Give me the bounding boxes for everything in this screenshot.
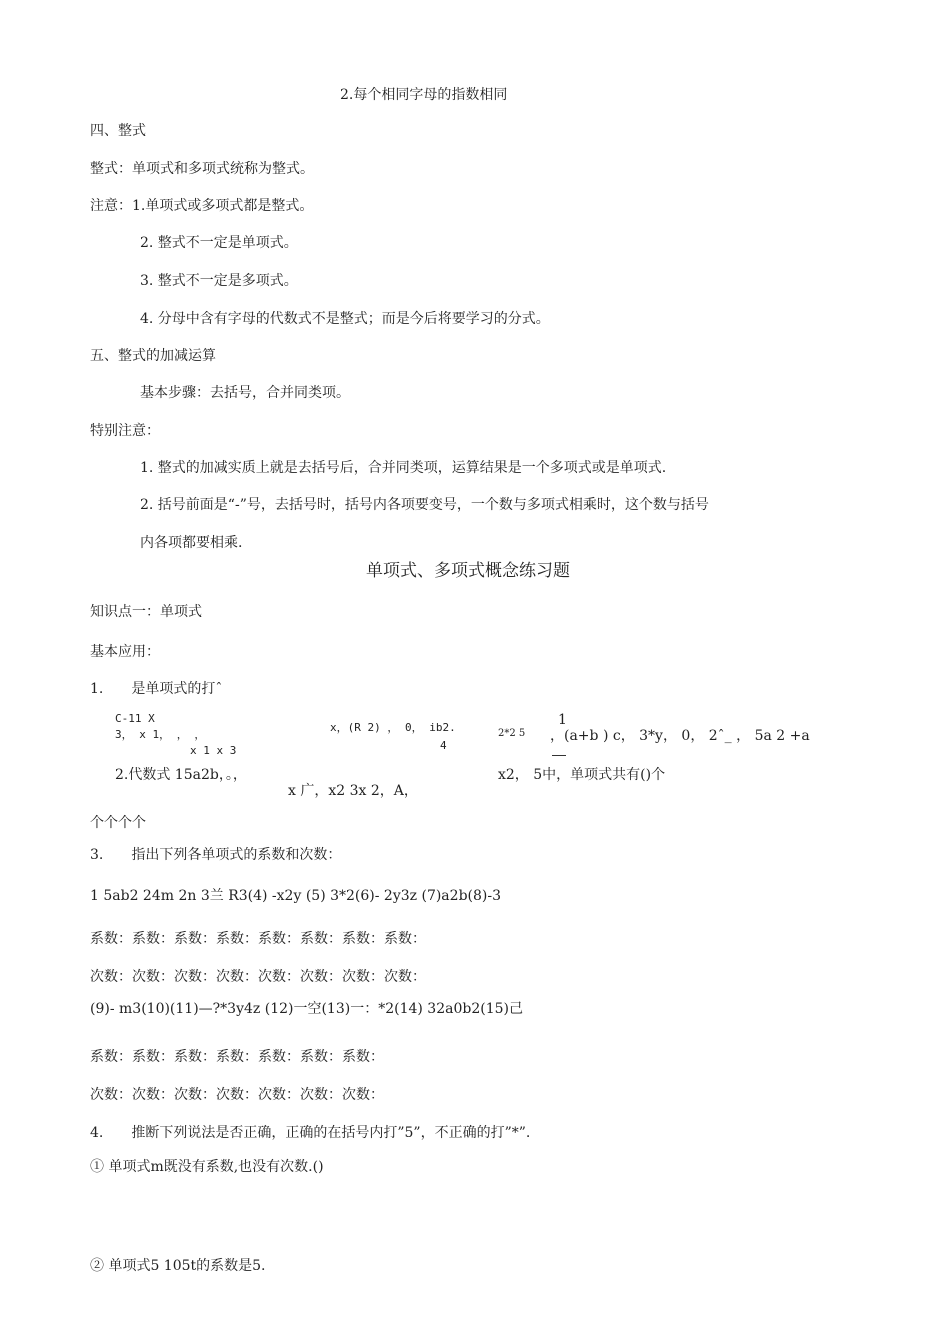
definition-text: 整式：单项式和多项式统称为整式。 [90,161,314,177]
note-item-4: 4. 分母中含有字母的代数式不是整式；而是今后将要学习的分式。 [140,311,550,327]
q1-expression-c: x 1 x 3 [190,744,237,757]
question-2: 2.代数式 15a2b，。， [115,767,247,783]
q4-statement-1: ① 单项式m既没有系数,也没有次数.() [90,1159,324,1175]
q1-expression-b: 3， x 1， ， ， [115,728,206,741]
section-heading-integral: 四、整式 [90,123,146,139]
question-1: 1. 是单项式的打ˆ [90,681,223,697]
special-note-2-cont: 内各项都要相乘. [140,535,243,551]
q4-statement-2: ② 单项式5 105t的系数是5. [90,1258,266,1274]
basic-application-heading: 基本应用： [90,644,160,660]
special-note-1: 1. 整式的加减实质上就是去括号后，合并同类项，运算结果是一个多项式或是单项式. [140,460,667,476]
exercise-title: 单项式、多项式概念练习题 [366,561,570,581]
q1-expression-a: C-11 X [115,712,155,725]
q1-expression-d: x，(R 2) ， 0， ib2. [330,721,456,734]
answer-units: 个个个个 [90,815,146,831]
fraction-bar [552,755,566,756]
special-note-heading: 特别注意： [90,423,160,439]
q3-items-row-2: (9)- m3(10)(11)—?*3y4z (12)一空(13)一：*2(14) 32a0b2(15)己 [90,1001,523,1017]
note-item-2: 2. 整式不一定是单项式。 [140,235,298,251]
degree-row-1: 次数：次数：次数：次数：次数：次数：次数：次数： [90,969,426,985]
knowledge-point-heading: 知识点一：单项式 [90,604,202,620]
q1-expression-h: ，(a+b ) c， 3*y， 0， 2ˆ_ ， 5a 2 +a [550,728,810,744]
question-4: 4. 推断下列说法是否正确，正确的在括号内打”5”，不正确的打”*”. [90,1125,531,1141]
note-item-3: 3. 整式不一定是多项式。 [140,273,298,289]
degree-row-2: 次数：次数：次数：次数：次数：次数：次数： [90,1087,384,1103]
q1-expression-f: 2*2 5 [498,728,526,739]
q2-expression-a: x 广，x2 3x 2，A， [288,783,418,799]
basic-steps-text: 基本步骤：去括号，合并同类项。 [140,385,350,401]
q1-expression-e: 4 [440,739,447,752]
q3-items-row-1: 1 5ab2 24m 2n 3兰 R3(4) -x2y (5) 3*2(6)- 2y3z (7)a2b(8)-3 [90,888,501,904]
q1-expression-g: 1 [558,712,567,728]
question-3: 3. 指出下列各单项式的系数和次数： [90,847,342,863]
special-note-2: 2. 括号前面是“-”号，去括号时，括号内各项要变号，一个数与多项式相乘时，这个数与括号 [140,497,709,513]
list-item-rule-2: 2.每个相同字母的指数相同 [340,87,508,103]
coefficient-row-2: 系数：系数：系数：系数：系数：系数：系数： [90,1049,384,1065]
coefficient-row-1: 系数：系数：系数：系数：系数：系数：系数：系数： [90,931,426,947]
section-heading-addition: 五、整式的加减运算 [90,348,216,364]
note-item-1: 注意：1.单项式或多项式都是整式。 [90,198,314,214]
q2-expression-b: x2， 5中，单项式共有()个 [498,767,666,783]
